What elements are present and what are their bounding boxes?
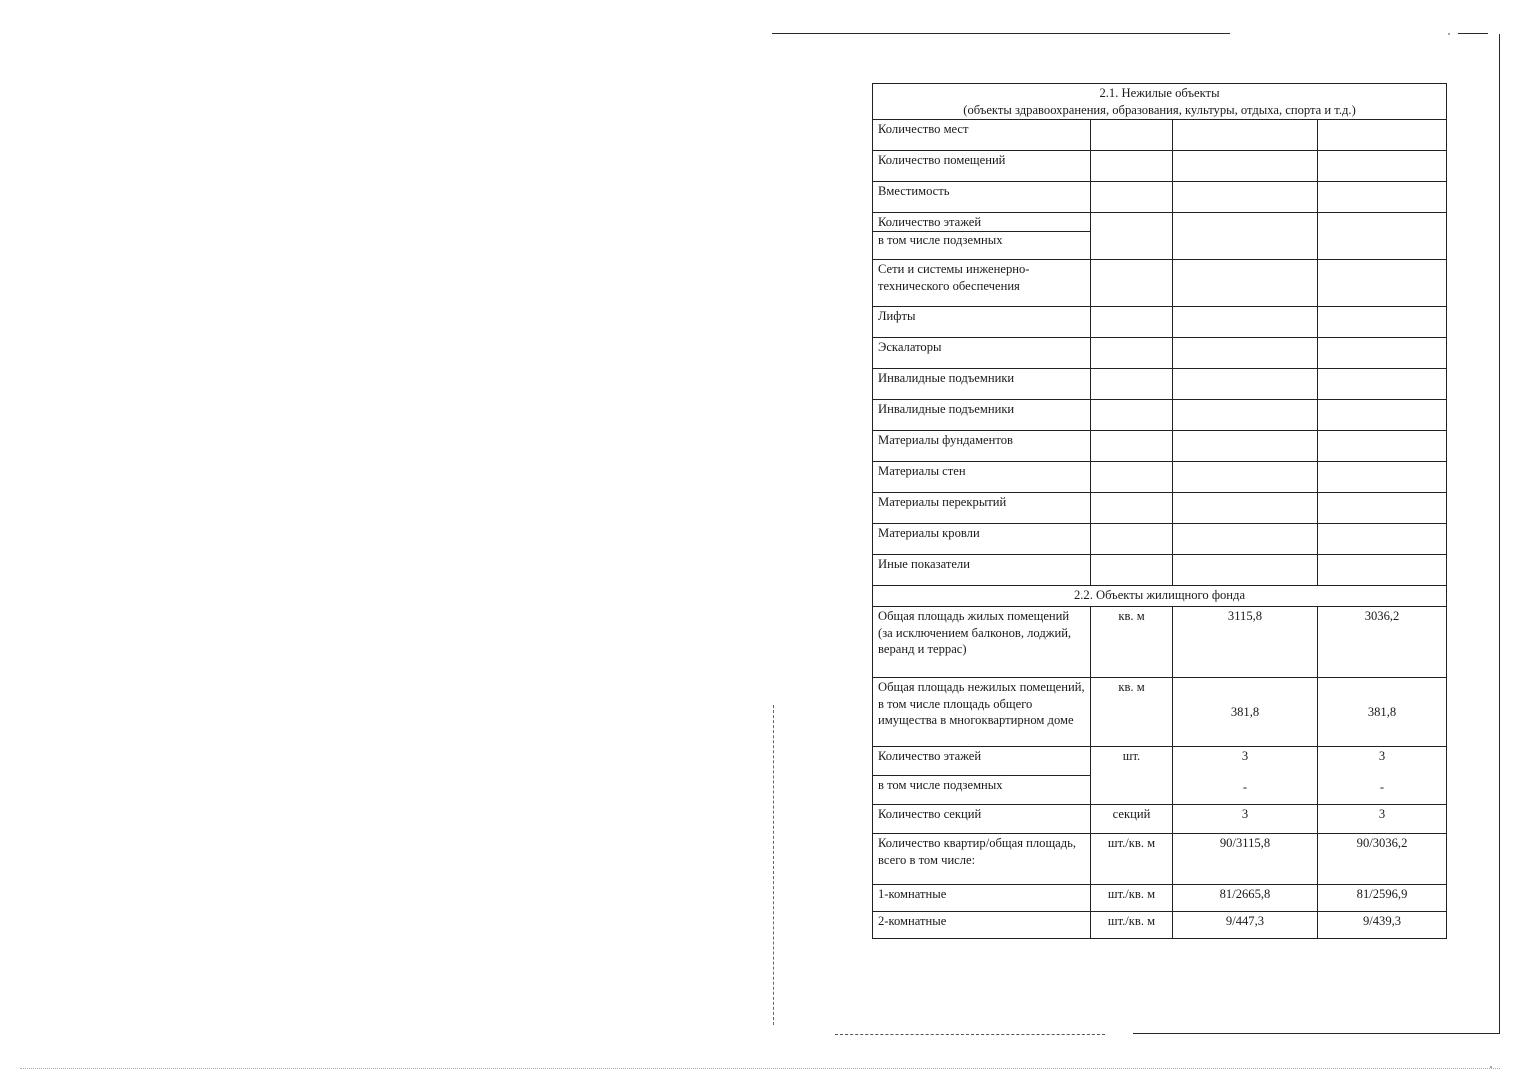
table-row (873, 213, 1447, 260)
table-row (873, 369, 1447, 400)
row-label: Инвалидные подъемники (873, 400, 1091, 431)
scan-left-fold (773, 705, 774, 1025)
scan-top-edge (772, 33, 1230, 34)
row-value-2-split (1318, 747, 1447, 805)
row-label: Количество квартир/общая площадь, всего в том числе: (873, 834, 1091, 885)
row-label: Вместимость (873, 182, 1091, 213)
table-row (873, 431, 1447, 462)
row-value-2: 3 (1378, 749, 1386, 763)
row-label: 1-комнатные (873, 885, 1091, 912)
row-value-1: 3115,8 (1173, 607, 1318, 678)
row-label: Количество мест (873, 120, 1091, 151)
table-row (873, 400, 1447, 431)
row-value-2: 9/439,3 (1318, 912, 1447, 939)
table-row (873, 151, 1447, 182)
row-value-1: 90/3115,8 (1173, 834, 1318, 885)
table-row (873, 182, 1447, 213)
row-unit: шт. (1091, 747, 1173, 805)
row-value-2: 381,8 (1318, 678, 1447, 747)
row-label: Сети и системы инженерно-технического обеспечения (873, 260, 1091, 307)
row-label: Эскалаторы (873, 338, 1091, 369)
row-label: Общая площадь жилых помещений (за исключением балконов, лоджий, веранд и террас) (873, 607, 1091, 678)
section-heading-row (873, 84, 1447, 120)
table-row (873, 524, 1447, 555)
table-row (873, 338, 1447, 369)
row-label: Количество этажей (873, 747, 1091, 776)
row-value-1-split (1173, 747, 1318, 805)
table-row (873, 493, 1447, 524)
row-value-2: 3 (1318, 805, 1447, 834)
row-label: в том числе подземных (873, 776, 1091, 805)
row-label: Материалы стен (873, 462, 1091, 493)
row-value-2: - (1379, 779, 1385, 794)
row-label: Материалы кровли (873, 524, 1091, 555)
row-value-2: 3036,2 (1318, 607, 1447, 678)
section-subtitle: (объекты здравоохранения, образования, культуры, отдыха, спорта и т.д.) (963, 102, 1356, 117)
scan-right-edge (1499, 34, 1500, 1034)
table-row (873, 462, 1447, 493)
table-row (873, 607, 1447, 678)
row-label: Материалы перекрытий (873, 493, 1091, 524)
row-label: Количество этажей (878, 215, 982, 229)
row-value-2: 81/2596,9 (1318, 885, 1447, 912)
row-label: Иные показатели (873, 555, 1091, 586)
table-row (873, 912, 1447, 939)
row-label: 2-комнатные (873, 912, 1091, 939)
scan-speck (1490, 1066, 1492, 1068)
object-characteristics-table (872, 83, 1447, 939)
row-value-1: 9/447,3 (1173, 912, 1318, 939)
row-unit: кв. м (1091, 678, 1173, 747)
row-label: Количество помещений (873, 151, 1091, 182)
table-row (873, 120, 1447, 151)
scan-speck (1448, 33, 1450, 35)
section-heading (873, 84, 1447, 120)
row-unit: шт./кв. м (1091, 834, 1173, 885)
table-row (873, 747, 1447, 776)
table-row (873, 307, 1447, 338)
row-value-1: 3 (1241, 749, 1249, 763)
table-row (873, 555, 1447, 586)
row-label: Инвалидные подъемники (873, 369, 1091, 400)
row-value-1: 381,8 (1173, 678, 1318, 747)
row-unit: секций (1091, 805, 1173, 834)
scan-bottom-edge (835, 1034, 1105, 1035)
row-value-2: 90/3036,2 (1318, 834, 1447, 885)
table-row (873, 260, 1447, 307)
table-row (873, 678, 1447, 747)
row-unit: кв. м (1091, 607, 1173, 678)
section-title: 2.1. Нежилые объекты (1099, 86, 1220, 100)
section-heading-row (873, 586, 1447, 607)
scan-bottom-edge-solid (1133, 1033, 1499, 1034)
row-unit: шт./кв. м (1091, 912, 1173, 939)
document-sheet (872, 83, 1446, 939)
table-row (873, 805, 1447, 834)
row-label-split (873, 213, 1091, 260)
section-title: 2.2. Объекты жилищного фонда (873, 586, 1447, 607)
row-label: Количество секций (873, 805, 1091, 834)
row-value-1: - (1242, 779, 1248, 794)
row-label: Лифты (873, 307, 1091, 338)
row-value-1: 3 (1173, 805, 1318, 834)
row-label: в том числе подземных (878, 232, 1003, 247)
scan-top-right-mark (1458, 33, 1488, 34)
table-row (873, 885, 1447, 912)
row-label: Общая площадь нежилых помещений, в том числе площадь общего имущества в многоквартирном доме (873, 678, 1091, 747)
row-label: Материалы фундаментов (873, 431, 1091, 462)
row-unit: шт./кв. м (1091, 885, 1173, 912)
scan-noise-strip (20, 1068, 1500, 1069)
row-value-1: 81/2665,8 (1173, 885, 1318, 912)
table-row (873, 834, 1447, 885)
